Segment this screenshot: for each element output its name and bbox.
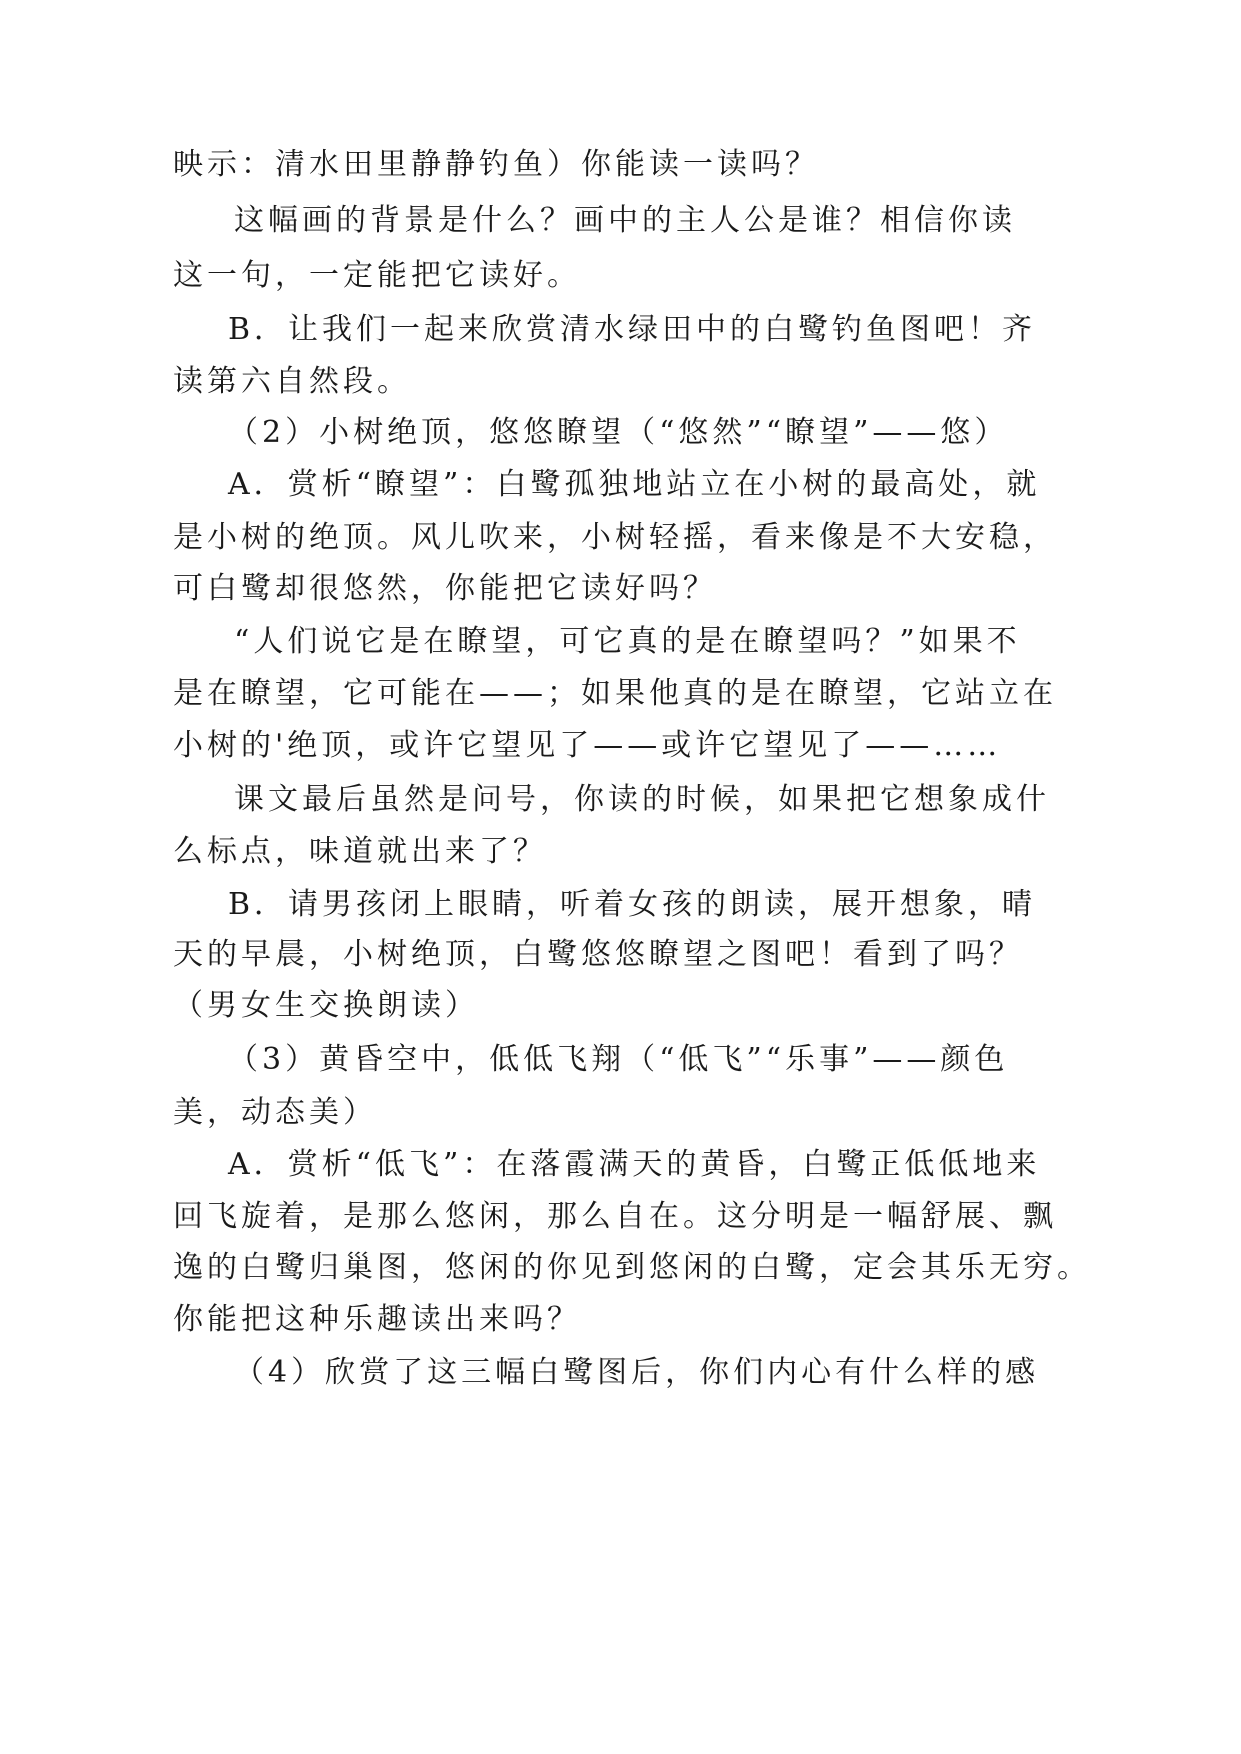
text-line: A．赏析“瞭望”：白鹭孤独地站立在小树的最高处，就 [228, 467, 1041, 502]
text-line: 逸的白鹭归巢图，悠闲的你见到悠闲的白鹭，定会其乐无穷。 [173, 1250, 1091, 1285]
text-line: （男女生交换朗读） [173, 988, 479, 1023]
text-line: （3）黄昏空中，低低飞翔（“低飞”“乐事”——颜色 [228, 1042, 1009, 1077]
text-line: （2）小树绝顶，悠悠瞭望（“悠然”“瞭望”——悠） [228, 415, 1009, 450]
text-line: 读第六自然段。 [173, 364, 411, 399]
text-line: 小树的'绝顶，或许它望见了——或许它望见了——…… [173, 728, 1002, 763]
text-line: B．让我们一起来欣赏清水绿田中的白鹭钓鱼图吧！齐 [228, 312, 1037, 347]
text-line: 你能把这种乐趣读出来吗？ [173, 1302, 581, 1337]
text-line: 么标点，味道就出来了？ [173, 834, 547, 869]
text-line: 可白鹭却很悠然，你能把它读好吗？ [173, 571, 717, 606]
text-line: 是在瞭望，它可能在——；如果他真的是在瞭望，它站立在 [173, 676, 1057, 711]
text-line: 是小树的绝顶。风儿吹来，小树轻摇，看来像是不大安稳， [173, 520, 1057, 555]
text-line: （4）欣赏了这三幅白鹭图后，你们内心有什么样的感 [234, 1355, 1040, 1390]
text-line: “人们说它是在瞭望，可它真的是在瞭望吗？”如果不 [234, 624, 1021, 659]
text-line: 天的早晨，小树绝顶，白鹭悠悠瞭望之图吧！看到了吗？ [173, 937, 1023, 972]
text-line: 这幅画的背景是什么？画中的主人公是谁？相信你读 [234, 203, 1016, 238]
text-line: 课文最后虽然是问号，你读的时候，如果把它想象成什 [234, 782, 1050, 817]
text-line: A．赏析“低飞”：在落霞满天的黄昏，白鹭正低低地来 [228, 1147, 1041, 1182]
text-line: 回飞旋着，是那么悠闲，那么自在。这分明是一幅舒展、飘 [173, 1199, 1057, 1234]
text-line: B．请男孩闭上眼睛，听着女孩的朗读，展开想象，晴 [228, 887, 1037, 922]
text-line: 这一句，一定能把它读好。 [173, 258, 581, 293]
text-line: 美，动态美） [173, 1095, 377, 1130]
text-line: 映示：清水田里静静钓鱼）你能读一读吗？ [173, 147, 819, 182]
